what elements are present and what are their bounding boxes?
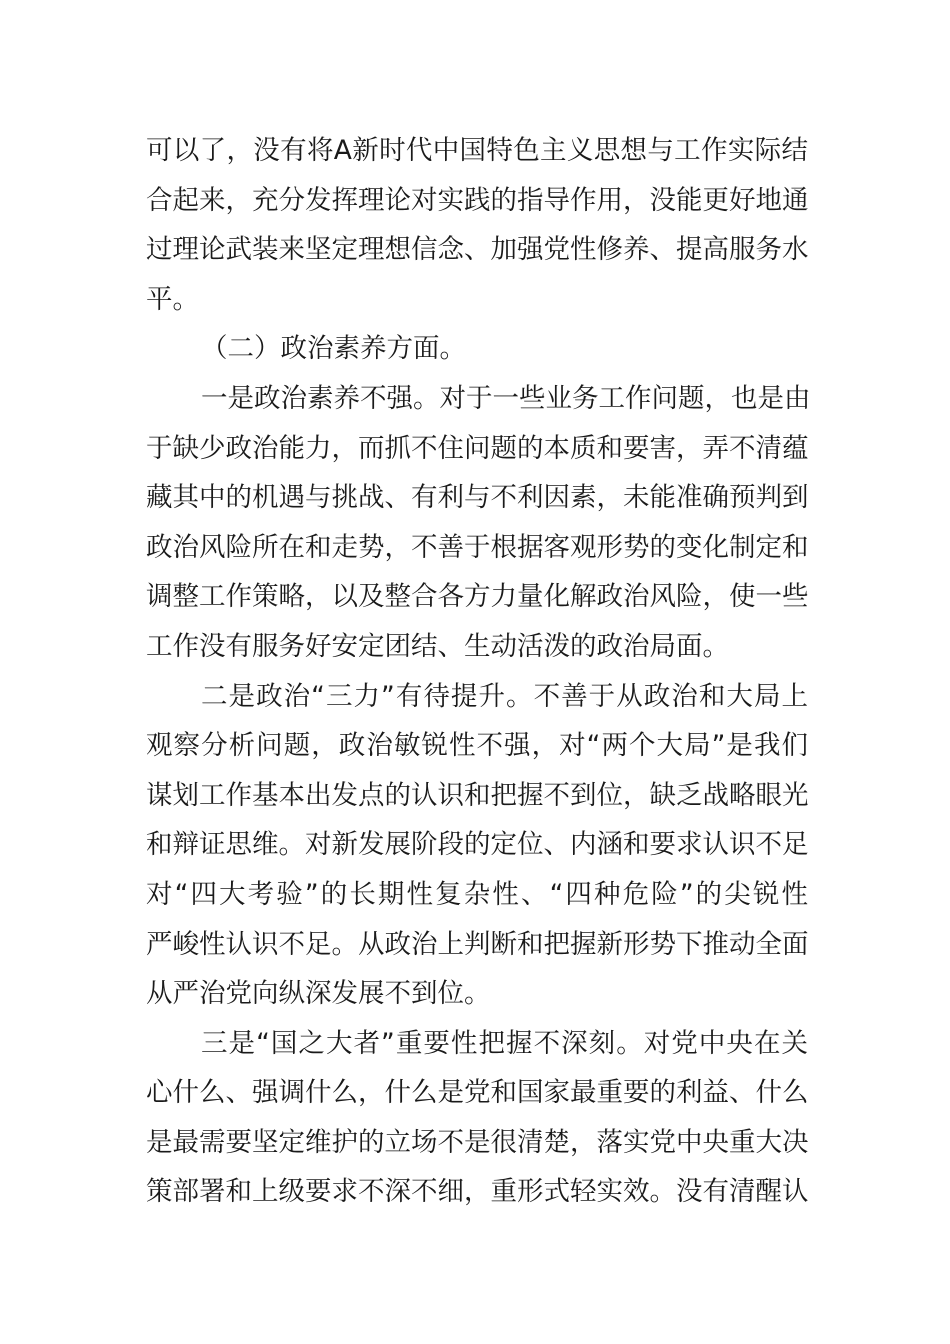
text-line: 可以了，没有将A新时代中国特色主义思想与工作实际结 bbox=[146, 135, 808, 166]
text-line: 一是政治素养不强。对于一些业务工作问题，也是由 bbox=[201, 382, 811, 414]
text-line: 二是政治“三力”有待提升。不善于从政治和大局上 bbox=[201, 680, 808, 712]
text-line: 过理论武装来坚定理想信念、加强党性修养、提高服务水 bbox=[146, 234, 809, 266]
text-line: 严峻性认识不足。从政治上判断和把握新形势下推动全面 bbox=[146, 928, 809, 960]
text-line: 观察分析问题，政治敏锐性不强，对“两个大局”是我们 bbox=[146, 730, 808, 762]
text-line: 工作没有服务好安定团结、生动活泼的政治局面。 bbox=[146, 630, 729, 662]
text-line: 平。 bbox=[146, 283, 199, 315]
text-line: 和辩证思维。对新发展阶段的定位、内涵和要求认识不足 bbox=[146, 829, 809, 861]
text-line: 策部署和上级要求不深不细，重形式轻实效。没有清醒认 bbox=[146, 1176, 809, 1208]
text-line: 心什么、强调什么，什么是党和国家最重要的利益、什么 bbox=[146, 1077, 809, 1109]
text-line: 调整工作策略，以及整合各方力量化解政治风险，使一些 bbox=[146, 581, 809, 613]
body-text bbox=[146, 126, 811, 1217]
text-line: 是最需要坚定维护的立场不是很清楚，落实党中央重大决 bbox=[146, 1126, 809, 1158]
text-line: 藏其中的机遇与挑战、有利与不利因素，未能准确预判到 bbox=[146, 482, 809, 514]
text-line: 合起来，充分发挥理论对实践的指导作用，没能更好地通 bbox=[146, 184, 809, 216]
text-line: 谋划工作基本出发点的认识和把握不到位，缺乏战略眼光 bbox=[146, 779, 809, 811]
text-line: 对“四大考验”的长期性复杂性、“四种危险”的尖锐性 bbox=[146, 878, 808, 910]
text-line: 政治风险所在和走势，不善于根据客观形势的变化制定和 bbox=[146, 531, 809, 563]
text-line: 三是“国之大者”重要性把握不深刻。对党中央在关 bbox=[201, 1027, 808, 1059]
text-line: 从严治党向纵深发展不到位。 bbox=[146, 978, 491, 1010]
text-line: 于缺少政治能力，而抓不住问题的本质和要害，弄不清蕴 bbox=[146, 432, 809, 464]
section-heading: （二）政治素养方面。 bbox=[201, 333, 466, 365]
